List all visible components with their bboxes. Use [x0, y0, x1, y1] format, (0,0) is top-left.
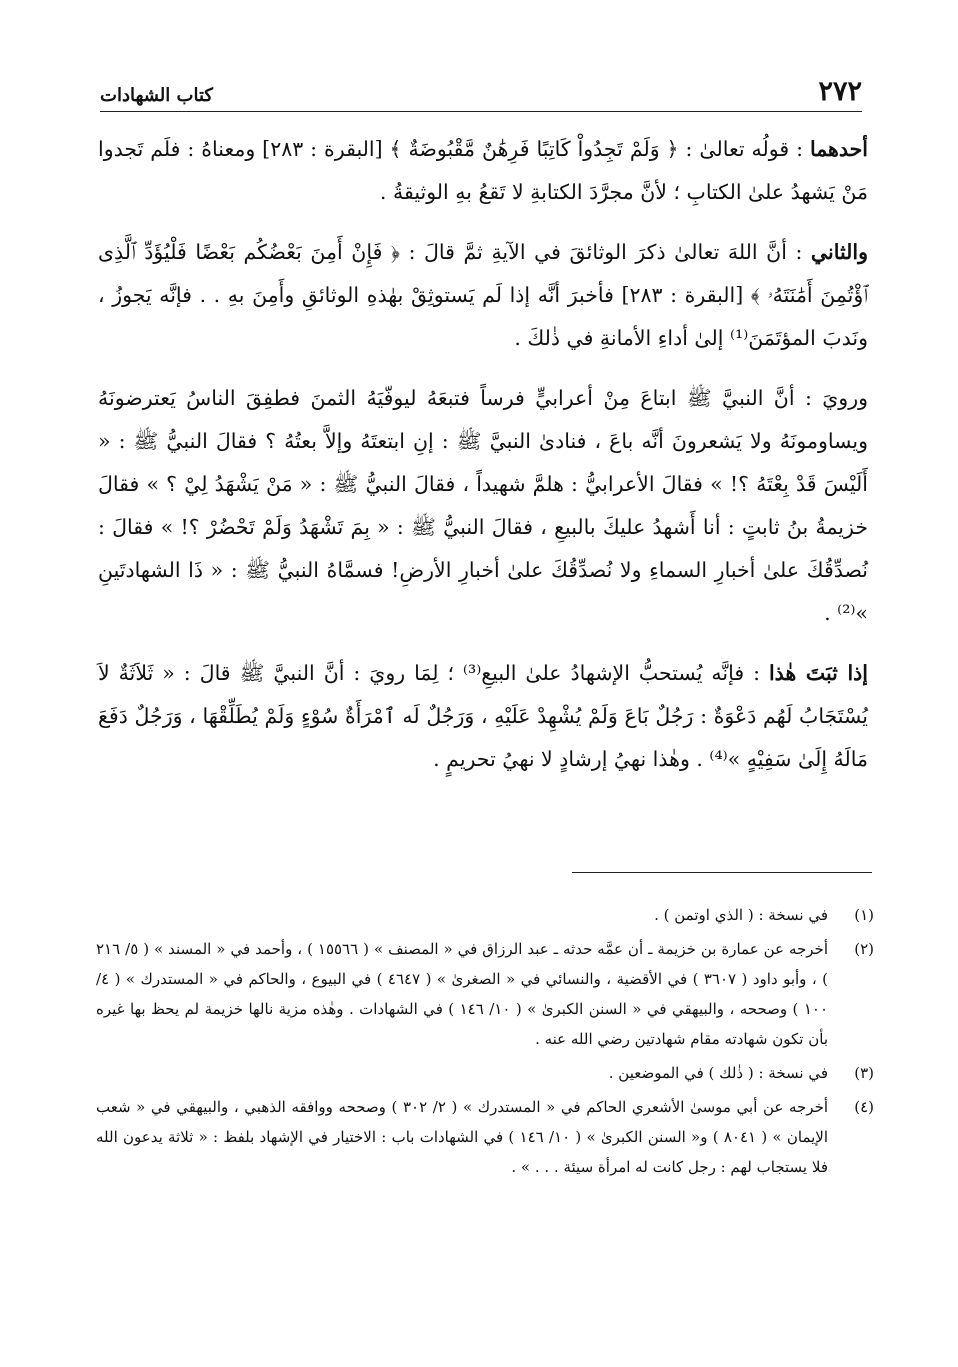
paragraph	[98, 652, 868, 781]
paragraph	[98, 231, 868, 360]
paragraph-lead: أحدهما	[809, 137, 868, 161]
page-number: ٢٧٢	[818, 76, 862, 107]
footnote-text: أخرجه عن أبي موسىٰ الأشعري الحاكم في « المستدرك » ( ٢/ ٣٠٢ ) وصححه ووافقه الذهبي ، والبيهقي في « شعب الإيمان » ( ٨٠٤١ ) و« السنن الكبرىٰ » ( ١٠/ ١٤٦ ) في الشهادات باب : الاختيار في الإشهاد بلفظ : « ثلاثة يدعون الله فلا يستجاب لهم : رجل كانت له امرأة سيئة . . . » .	[96, 1098, 829, 1176]
footnote	[96, 1092, 874, 1182]
paragraph-text: : فإنَّه يُستحبُّ الإشهادُ علىٰ البيعِ⁽³⁾ ؛ لِمَا رويَ : أنَّ النبيَّ ﷺ قالَ : « ثَلاَثَةٌ لاَ يُسْتَجَابُ لَهُم دَعْوَةٌ : رَجُلٌ بَاعَ وَلَمْ يُشْهِدْ عَلَيْهِ ، وَرَجُلٌ لَه ٱمْرَأَةٌ سُوْءٍ وَلَمْ يُطَلِّقْهَا ، وَرَجُلٌ دَفَعَ مَالَهُ إِلَىٰ سَفِيْهٍ »⁽⁴⁾ . وهٰذا نهيُ إرشادٍ لا نهيُ تحريمٍ .	[98, 661, 868, 771]
footnote-text: في نسخة : ( الذي اوتمن ) .	[654, 906, 828, 924]
footnote-divider	[572, 872, 872, 873]
main-text	[98, 128, 868, 781]
paragraph	[98, 128, 868, 214]
paragraph-text: ورويَ : أنَّ النبيَّ ﷺ ابتاعَ مِنْ أعرابيٍّ فرساً فتبعَهُ ليوفّيَهُ الثمنَ فطفِقَ الناسُ يَعترضونَهُ ويساومونَهُ ولا يَشعرونَ أنَّه باعَ ، فنادىٰ النبيَّ ﷺ : إنِ ابتعتَهُ وإلاَّ بعتُهُ ؟ فقالَ النبيُّ ﷺ : « أَلَيْسَ قَدْ بِعْتَهُ ؟! » فقالَ الأعرابيُّ : هلمَّ شهيداً ، فقالَ النبيُّ ﷺ : « مَنْ يَشْهَدُ لِيْ ؟ » فقالَ خزيمةُ بنُ ثابتٍ : أنا أَشهدُ عليكَ بالبيعِ ، فقالَ النبيُّ ﷺ : « بِمَ تَشْهَدُ وَلَمْ تَحْضُرْ ؟! » فقالَ : نُصدِّقُكَ علىٰ أخبارِ السماءِ ولا نُصدِّقُكَ علىٰ أخبارِ الأرضِ! فسمَّاهُ النبيُّ ﷺ : « ذَا الشهادتَينِ »⁽²⁾ .	[98, 386, 868, 625]
paragraph	[98, 377, 868, 635]
footnote-number: (٣)	[854, 1064, 874, 1082]
footnote	[96, 900, 874, 930]
paragraph-lead: إذا ثبَتَ هٰذا	[768, 661, 868, 685]
footnote-number: (٤)	[854, 1098, 874, 1116]
paragraph-text: : قولُه تعالىٰ : ﴿ وَلَمْ تَجِدُواْ كَاتِبًا فَرِهَٰنٌ مَّقْبُوضَةٌ ﴾ [البقرة : ٢٨٣] ومعناهُ : فلَم تَجدوا مَنْ يَشهدُ علىٰ الكتابِ ؛ لأنَّ مجرَّدَ الكتابةِ لا تَقعُ بهِ الوثيقةُ .	[98, 137, 868, 204]
footnote-text: في نسخة : ( ذٰلك ) في الموضعين .	[608, 1064, 828, 1082]
footnote-number: (٢)	[854, 940, 874, 958]
footnote-number: (١)	[854, 906, 874, 924]
footnotes	[96, 900, 874, 1186]
footnote-text: أخرجه عن عمارة بن خزيمة ـ أن عمَّه حدثه ـ عبد الرزاق في « المصنف » ( ١٥٥٦٦ ) ، وأحمد في « المسند » ( ٥/ ٢١٦ ) ، وأبو داود ( ٣٦٠٧ ) في الأقضية ، والنسائي في « الصغرىٰ » ( ٤٦٤٧ ) في البيوع ، والحاكم في « المستدرك » ( ٤/ ١٠٠ ) وصححه ، والبيهقي في « السنن الكبرىٰ » ( ١٠/ ١٤٦ ) في الشهادات . وهٰذه مزية نالها خزيمة لم يحظ بها غيره بأن تكون شهادته مقام شهادتين رضي الله عنه .	[96, 940, 829, 1048]
paragraph-text: : أنَّ اللهَ تعالىٰ ذكرَ الوثائقَ في الآيةِ ثمَّ قالَ : ﴿ فَإِنْ أَمِنَ بَعْضُكُم بَعْضًا فَلْيُؤَدِّ ٱلَّذِى ٱؤْتُمِنَ أَمَٰنَتَهُۥ ﴾ [البقرة : ٢٨٣] فأخبرَ أنَّه إذا لَم يَستوثِقْ بهٰذهِ الوثائقِ وأَمِنَ بهِ . . فإنَّه يَجوزُ ، ونَدبَ المؤتَمَنَ⁽¹⁾ إلىٰ أداءِ الأمانةِ في ذٰلكَ .	[98, 240, 868, 350]
footnote	[96, 1058, 874, 1088]
running-head	[100, 72, 862, 112]
book-title: كتاب الشهادات	[100, 85, 213, 106]
paragraph-lead: والثاني	[810, 240, 868, 264]
footnote	[96, 934, 874, 1054]
